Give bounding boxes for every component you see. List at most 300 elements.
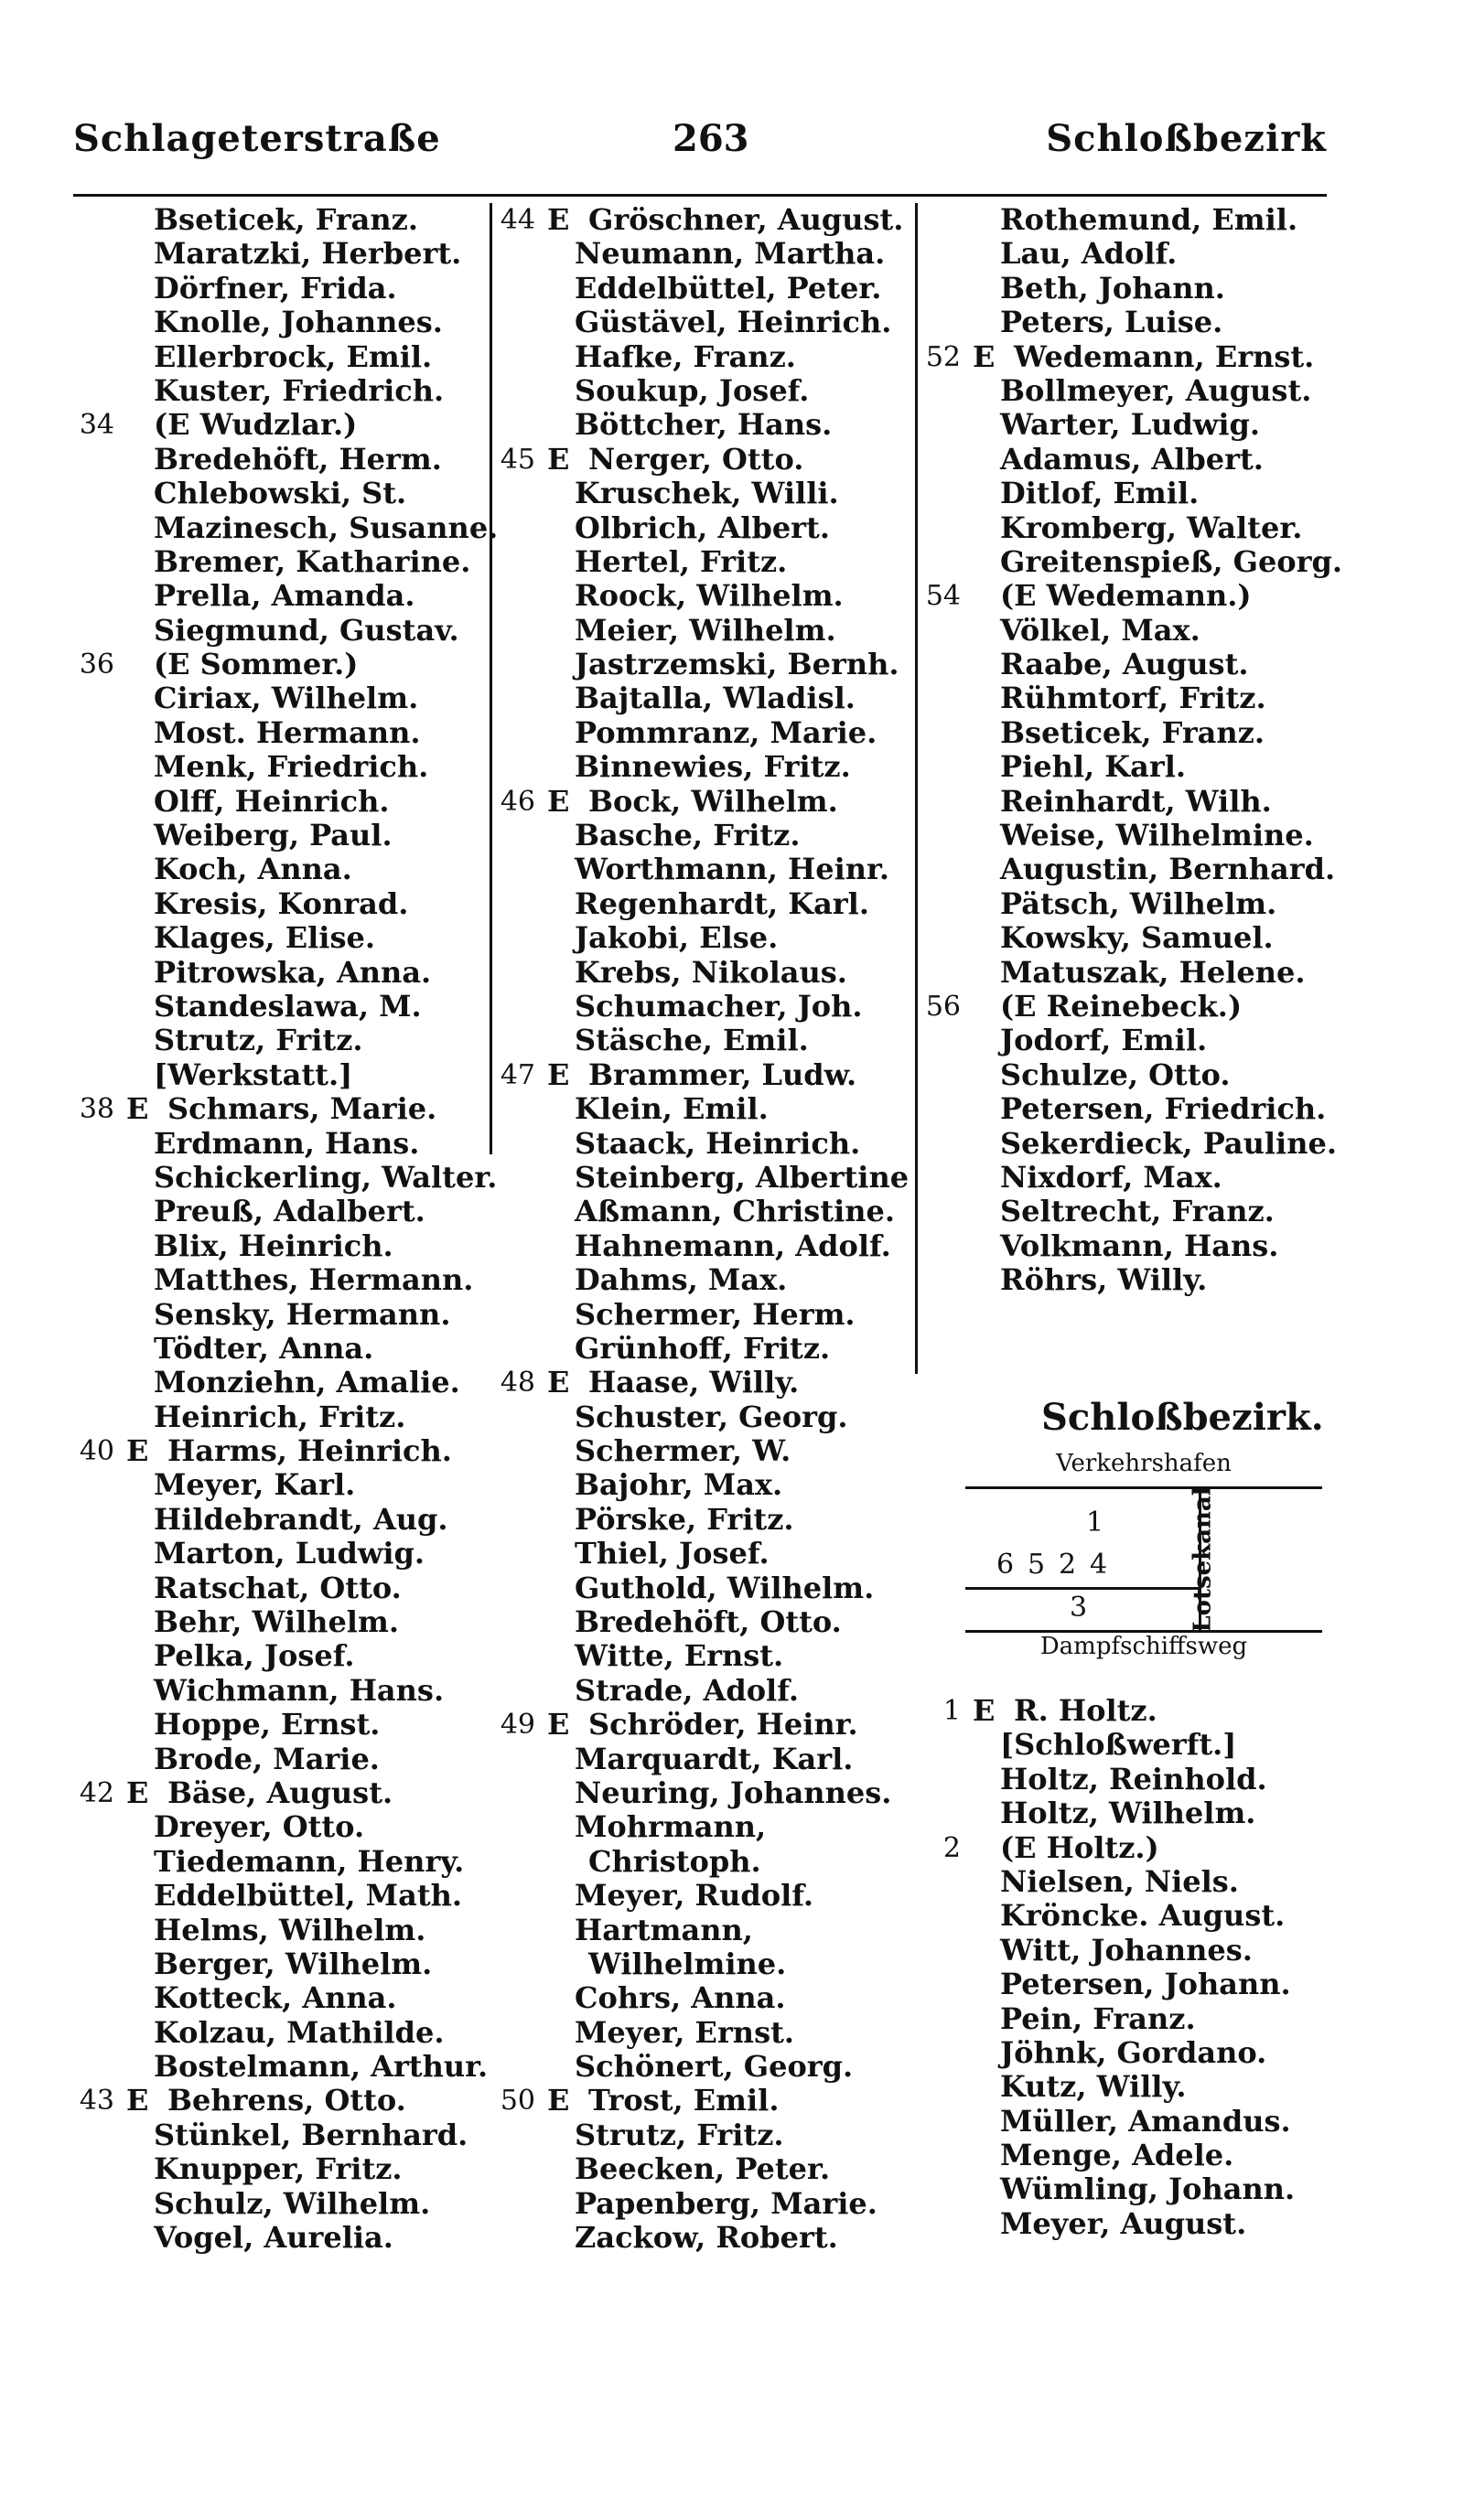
directory-entry bbox=[920, 921, 1340, 955]
directory-entry bbox=[73, 1639, 494, 1673]
owner-mark: E bbox=[973, 338, 996, 374]
directory-entry bbox=[73, 340, 494, 374]
resident-name: Stäsche, Emil. bbox=[575, 1023, 809, 1058]
resident-name: (E Wudzlar.) bbox=[154, 407, 358, 443]
resident-name: Schickerling, Walter. bbox=[154, 1159, 498, 1195]
house-number: 52 bbox=[925, 340, 961, 373]
directory-entry bbox=[494, 1537, 952, 1571]
resident-name: Brammer, Ludw. bbox=[588, 1056, 857, 1092]
resident-name: Bredehöft, Herm. bbox=[154, 441, 442, 477]
directory-entry bbox=[920, 1763, 1340, 1796]
resident-name: Schönert, Georg. bbox=[575, 2049, 854, 2085]
directory-entry bbox=[920, 203, 1340, 237]
resident-name: Bajohr, Max. bbox=[575, 1467, 783, 1503]
directory-entry bbox=[494, 1914, 952, 1947]
directory-entry bbox=[494, 2187, 952, 2221]
directory-entry bbox=[920, 543, 1343, 579]
directory-entry bbox=[494, 648, 952, 681]
directory-entry bbox=[494, 1947, 952, 1981]
directory-entry bbox=[73, 1981, 494, 2015]
directory-entry bbox=[920, 1127, 1340, 1161]
resident-name: Hahnemann, Adolf. bbox=[575, 1228, 891, 1263]
directory-entry bbox=[494, 1332, 952, 1366]
resident-name: Augustin, Bernhard. bbox=[1000, 852, 1336, 887]
directory-entry bbox=[920, 2070, 1340, 2104]
resident-name: Menk, Friedrich. bbox=[154, 749, 429, 785]
resident-name: Reinhardt, Wilh. bbox=[1000, 783, 1272, 819]
directory-entry bbox=[920, 956, 1340, 990]
resident-name: Bäse, August. bbox=[167, 1775, 393, 1810]
resident-name: Böttcher, Hans. bbox=[575, 407, 833, 443]
resident-name: Prella, Amanda. bbox=[154, 578, 415, 614]
directory-entry bbox=[73, 750, 494, 784]
resident-name: Rühmtorf, Fritz. bbox=[1000, 681, 1266, 716]
owner-mark: E bbox=[547, 1365, 570, 1400]
directory-entry bbox=[494, 511, 952, 545]
resident-name: Schulz, Wilhelm. bbox=[154, 2185, 431, 2221]
resident-name: Petersen, Friedrich. bbox=[1000, 1091, 1327, 1127]
directory-entry bbox=[73, 1332, 494, 1366]
resident-name: Dreyer, Otto. bbox=[154, 1809, 365, 1845]
directory-entry bbox=[73, 1914, 494, 1947]
directory-entry bbox=[494, 579, 952, 613]
directory-entry bbox=[73, 1127, 494, 1161]
directory-entry bbox=[73, 1092, 494, 1126]
house-number: 49 bbox=[500, 1709, 535, 1742]
resident-name: Seltrecht, Franz. bbox=[1000, 1194, 1275, 1229]
directory-entry bbox=[494, 1092, 952, 1126]
map-lot: 1 bbox=[1086, 1507, 1104, 1539]
directory-entry bbox=[920, 340, 1340, 374]
directory-entry bbox=[920, 1263, 1340, 1297]
resident-name: Adamus, Albert. bbox=[1000, 441, 1264, 477]
directory-entry bbox=[73, 2221, 494, 2255]
resident-name: Wümling, Johann. bbox=[1000, 2171, 1296, 2207]
directory-entry bbox=[920, 374, 1340, 408]
resident-name: Schulze, Otto. bbox=[1000, 1056, 1231, 1092]
directory-entry bbox=[73, 443, 494, 477]
resident-name: Röhrs, Willy. bbox=[1000, 1262, 1208, 1298]
column-3-section-2 bbox=[920, 1694, 1340, 2241]
resident-name: Bredehöft, Otto. bbox=[575, 1604, 842, 1640]
resident-name: Regenhardt, Karl. bbox=[575, 885, 869, 921]
directory-entry bbox=[920, 579, 1340, 613]
resident-name: (E Wedemann.) bbox=[1000, 578, 1252, 614]
resident-name: Dörfner, Frida. bbox=[154, 270, 397, 306]
directory-entry bbox=[494, 1161, 952, 1195]
owner-mark: E bbox=[126, 1433, 149, 1469]
resident-name: Mohrmann, bbox=[575, 1809, 767, 1845]
resident-name: Aßmann, Christine. bbox=[575, 1194, 896, 1229]
resident-name: (E Holtz.) bbox=[1000, 1829, 1159, 1865]
resident-name: Jastrzemski, Bernh. bbox=[575, 647, 899, 682]
owner-mark: E bbox=[973, 1693, 996, 1728]
house-number: 1 bbox=[942, 1695, 961, 1727]
directory-entry bbox=[494, 2118, 952, 2152]
directory-entry bbox=[73, 509, 499, 545]
house-number: 56 bbox=[925, 990, 961, 1023]
directory-entry bbox=[920, 1934, 1340, 1968]
directory-entry bbox=[494, 1263, 952, 1297]
resident-name: Roock, Wilhelm. bbox=[575, 578, 844, 614]
resident-name: Pommranz, Marie. bbox=[575, 714, 877, 750]
resident-name: Behrens, Otto. bbox=[167, 2083, 406, 2118]
resident-name: Hildebrandt, Aug. bbox=[154, 1501, 448, 1537]
directory-entry bbox=[920, 1024, 1340, 1057]
house-number: 2 bbox=[942, 1831, 961, 1864]
resident-name: Koch, Anna. bbox=[154, 852, 352, 887]
resident-name: Pelka, Josef. bbox=[154, 1638, 355, 1674]
directory-entry bbox=[494, 477, 952, 510]
resident-name: Menge, Adele. bbox=[1000, 2138, 1234, 2173]
resident-name: Bremer, Katharine. bbox=[154, 543, 471, 579]
resident-name: Pitrowska, Anna. bbox=[154, 954, 432, 990]
section-title: Schloßbezirk. bbox=[1041, 1396, 1324, 1439]
directory-entry bbox=[73, 1879, 494, 1913]
resident-name: Trost, Emil. bbox=[588, 2083, 780, 2118]
resident-name: Witte, Ernst. bbox=[575, 1638, 784, 1674]
directory-entry bbox=[920, 853, 1340, 886]
resident-name: Rothemund, Emil. bbox=[1000, 202, 1298, 237]
directory-entry bbox=[73, 1947, 494, 1981]
resident-name: Witt, Johannes. bbox=[1000, 1932, 1253, 1968]
resident-name: Holtz, Reinhold. bbox=[1000, 1761, 1267, 1796]
directory-entry bbox=[73, 1845, 494, 1879]
owner-mark: E bbox=[547, 202, 570, 237]
resident-name: Güstävel, Heinrich. bbox=[575, 305, 892, 340]
resident-name: Christoph. bbox=[588, 1843, 761, 1879]
directory-entry bbox=[920, 990, 1340, 1024]
map-canal bbox=[1167, 1486, 1217, 1633]
resident-name: Knupper, Fritz. bbox=[154, 2151, 403, 2187]
directory-entry bbox=[73, 545, 494, 579]
house-number: 47 bbox=[500, 1058, 535, 1091]
resident-name: Harms, Heinrich. bbox=[167, 1433, 452, 1469]
directory-entry bbox=[494, 2084, 952, 2118]
directory-entry bbox=[494, 1776, 952, 1810]
resident-name: Wedemann, Ernst. bbox=[1014, 338, 1315, 374]
resident-name: Zackow, Robert. bbox=[575, 2220, 838, 2256]
directory-entry bbox=[73, 2118, 494, 2152]
resident-name: Kröncke. August. bbox=[1000, 1898, 1286, 1934]
directory-entry bbox=[494, 1503, 952, 1537]
directory-entry bbox=[920, 306, 1340, 339]
resident-name: Berger, Wilhelm. bbox=[154, 1946, 433, 1981]
directory-entry bbox=[73, 1195, 494, 1228]
directory-entry bbox=[73, 237, 494, 271]
resident-name: Beecken, Peter. bbox=[575, 2151, 831, 2187]
resident-name: Piehl, Karl. bbox=[1000, 749, 1186, 785]
resident-name: Völkel, Max. bbox=[1000, 612, 1200, 648]
map-line bbox=[965, 1486, 1322, 1489]
map-lot: 2 bbox=[1059, 1549, 1077, 1581]
resident-name: Krebs, Nikolaus. bbox=[575, 954, 847, 990]
directory-entry bbox=[73, 1400, 494, 1434]
resident-name: Müller, Amandus. bbox=[1000, 2103, 1291, 2139]
directory-entry bbox=[494, 1981, 952, 2015]
directory-entry bbox=[920, 2139, 1340, 2172]
resident-name: Pätsch, Wilhelm. bbox=[1000, 885, 1277, 921]
directory-entry bbox=[73, 1810, 494, 1844]
directory-entry bbox=[73, 1058, 494, 1092]
directory-entry bbox=[920, 648, 1340, 681]
directory-entry bbox=[920, 785, 1340, 819]
resident-name: Guthold, Wilhelm. bbox=[575, 1570, 875, 1605]
resident-name: Weise, Wilhelmine. bbox=[1000, 818, 1314, 853]
running-head-right: Schloßbezirk bbox=[1046, 117, 1327, 160]
resident-name: Warter, Ludwig. bbox=[1000, 407, 1261, 443]
directory-entry bbox=[73, 408, 494, 442]
resident-name: Gröschner, August. bbox=[588, 202, 904, 237]
directory-entry bbox=[73, 2084, 494, 2118]
resident-name: Neumann, Martha. bbox=[575, 236, 886, 272]
resident-name: Eddelbüttel, Peter. bbox=[575, 270, 882, 306]
directory-entry bbox=[73, 1366, 494, 1399]
directory-entry bbox=[494, 1674, 952, 1708]
directory-entry bbox=[73, 1298, 494, 1332]
resident-name: Binnewies, Fritz. bbox=[575, 749, 851, 785]
directory-entry bbox=[73, 203, 494, 237]
resident-name: Chlebowski, St. bbox=[154, 476, 407, 511]
resident-name: Kolzau, Mathilde. bbox=[154, 2014, 445, 2050]
resident-name: Heinrich, Fritz. bbox=[154, 1399, 406, 1434]
resident-name: Cohrs, Anna. bbox=[575, 1980, 786, 2016]
resident-name: Vogel, Aurelia. bbox=[154, 2220, 393, 2256]
directory-entry bbox=[494, 340, 952, 374]
house-number: 54 bbox=[925, 580, 961, 613]
directory-entry bbox=[920, 237, 1340, 271]
directory-entry bbox=[73, 1434, 494, 1468]
owner-mark: E bbox=[126, 1091, 149, 1127]
directory-entry bbox=[494, 2152, 952, 2186]
header-rule bbox=[73, 194, 1327, 197]
resident-name: Nerger, Otto. bbox=[588, 441, 804, 477]
resident-name: Nixdorf, Max. bbox=[1000, 1159, 1222, 1195]
resident-name: Meyer, Ernst. bbox=[575, 2014, 794, 2050]
house-number: 42 bbox=[79, 1776, 114, 1809]
resident-name: Mazinesch, Susanne. bbox=[154, 509, 499, 545]
directory-entry bbox=[73, 1229, 494, 1263]
directory-entry bbox=[73, 1263, 494, 1297]
directory-entry bbox=[494, 956, 952, 990]
directory-entry bbox=[494, 750, 952, 784]
directory-entry bbox=[494, 306, 952, 339]
directory-entry bbox=[494, 1468, 952, 1502]
directory-entry bbox=[494, 1845, 952, 1879]
directory-entry bbox=[73, 716, 494, 750]
directory-entry bbox=[494, 374, 952, 408]
directory-entry bbox=[920, 750, 1340, 784]
resident-name: Klages, Elise. bbox=[154, 920, 375, 956]
directory-entry bbox=[920, 2002, 1340, 2036]
directory-entry bbox=[494, 1605, 952, 1639]
column-1 bbox=[73, 202, 499, 2256]
resident-name: Ciriax, Wilhelm. bbox=[154, 681, 419, 716]
resident-name: Klein, Emil. bbox=[575, 1091, 769, 1127]
resident-name: Stünkel, Bernhard. bbox=[154, 2117, 468, 2152]
house-number: 48 bbox=[500, 1367, 535, 1399]
directory-entry bbox=[73, 819, 494, 853]
resident-name: Ditlof, Emil. bbox=[1000, 476, 1200, 511]
map-label-bottom: Dampfschiffsweg bbox=[1039, 1633, 1248, 1660]
directory-entry bbox=[920, 1694, 1340, 1728]
house-number: 40 bbox=[79, 1435, 114, 1468]
resident-name: Schumacher, Joh. bbox=[575, 988, 863, 1024]
directory-entry bbox=[73, 785, 494, 819]
directory-entry bbox=[920, 1968, 1340, 2001]
resident-name: Peters, Luise. bbox=[1000, 305, 1223, 340]
resident-name: Ratschat, Otto. bbox=[154, 1570, 402, 1605]
directory-entry bbox=[920, 477, 1340, 510]
directory-entry bbox=[494, 921, 952, 955]
owner-mark: E bbox=[547, 783, 570, 819]
house-number: 34 bbox=[79, 409, 114, 442]
resident-name: Hartmann, bbox=[575, 1912, 753, 1947]
resident-name: Holtz, Wilhelm. bbox=[1000, 1796, 1256, 1831]
running-head-left: Schlageterstraße bbox=[73, 117, 441, 160]
directory-entry bbox=[494, 237, 952, 271]
directory-entry bbox=[494, 1298, 952, 1332]
resident-name: Hoppe, Ernst. bbox=[154, 1707, 381, 1743]
resident-name: Strutz, Fritz. bbox=[575, 2117, 784, 2152]
resident-name: Hafke, Franz. bbox=[575, 338, 796, 374]
directory-entry bbox=[494, 1058, 952, 1092]
owner-mark: E bbox=[547, 441, 570, 477]
resident-name: Bock, Wilhelm. bbox=[588, 783, 838, 819]
map-canal-label: Lotsekanal bbox=[1189, 1486, 1217, 1633]
resident-name: Maratzki, Herbert. bbox=[154, 236, 462, 272]
resident-name: Beth, Johann. bbox=[1000, 270, 1225, 306]
resident-name: Eddelbüttel, Math. bbox=[154, 1878, 462, 1914]
house-number: 46 bbox=[500, 785, 535, 818]
resident-name: Dahms, Max. bbox=[575, 1262, 788, 1298]
owner-mark: E bbox=[547, 1056, 570, 1092]
directory-entry bbox=[73, 614, 494, 648]
directory-entry bbox=[494, 1708, 952, 1742]
directory-entry bbox=[494, 203, 952, 237]
directory-entry bbox=[494, 1127, 952, 1161]
directory-entry bbox=[920, 1229, 1340, 1263]
directory-entry bbox=[494, 443, 952, 477]
resident-name: Lau, Adolf. bbox=[1000, 236, 1178, 272]
resident-name: Ellerbrock, Emil. bbox=[154, 338, 433, 374]
directory-entry bbox=[494, 819, 952, 853]
resident-name: Behr, Wilhelm. bbox=[154, 1604, 399, 1640]
resident-name: Kowsky, Samuel. bbox=[1000, 920, 1274, 956]
directory-entry bbox=[920, 408, 1340, 442]
directory-entry bbox=[73, 887, 494, 921]
directory-entry bbox=[73, 477, 494, 510]
directory-entry bbox=[73, 272, 494, 306]
resident-name: Nielsen, Niels. bbox=[1000, 1863, 1239, 1899]
directory-entry bbox=[494, 2050, 952, 2084]
directory-entry bbox=[73, 306, 494, 339]
resident-name: Strutz, Fritz. bbox=[154, 1023, 363, 1058]
directory-entry bbox=[73, 1468, 494, 1502]
house-number: 44 bbox=[500, 204, 535, 236]
directory-entry bbox=[73, 579, 494, 613]
resident-name: Blix, Heinrich. bbox=[154, 1228, 393, 1263]
directory-entry bbox=[73, 1159, 498, 1195]
resident-name: Bseticek, Franz. bbox=[154, 202, 418, 237]
directory-entry bbox=[494, 1879, 952, 1913]
resident-name: Schröder, Heinr. bbox=[588, 1707, 858, 1743]
directory-entry bbox=[494, 272, 952, 306]
resident-name: Hertel, Fritz. bbox=[575, 543, 788, 579]
column-3 bbox=[920, 202, 1343, 1298]
resident-name: Basche, Fritz. bbox=[575, 818, 801, 853]
directory-entry bbox=[494, 1743, 952, 1776]
directory-entry bbox=[73, 1024, 494, 1057]
owner-mark: E bbox=[547, 1707, 570, 1743]
directory-entry bbox=[920, 1899, 1340, 1933]
resident-name: Tödter, Anna. bbox=[154, 1330, 374, 1366]
resident-name: Bostelmann, Arthur. bbox=[154, 2049, 489, 2085]
directory-entry bbox=[494, 887, 952, 921]
directory-entry bbox=[920, 1161, 1340, 1195]
directory-entry bbox=[494, 1366, 952, 1399]
directory-entry bbox=[920, 2036, 1340, 2070]
map-lot: 4 bbox=[1090, 1549, 1108, 1581]
directory-entry bbox=[73, 2016, 494, 2050]
location-map bbox=[965, 1450, 1322, 1660]
map-lot: 3 bbox=[1070, 1592, 1088, 1624]
resident-name: Papenberg, Marie. bbox=[575, 2185, 877, 2221]
directory-entry bbox=[73, 921, 494, 955]
directory-entry bbox=[73, 1674, 494, 1708]
directory-entry bbox=[494, 990, 952, 1024]
resident-name: Brode, Marie. bbox=[154, 1741, 380, 1776]
house-number: 38 bbox=[79, 1093, 114, 1126]
resident-name: Kromberg, Walter. bbox=[1000, 509, 1303, 545]
resident-name: R. Holtz. bbox=[1014, 1693, 1157, 1728]
resident-name: Wichmann, Hans. bbox=[154, 1672, 445, 1708]
resident-name: Matuszak, Helene. bbox=[1000, 954, 1306, 990]
resident-name: (E Reinebeck.) bbox=[1000, 988, 1243, 1024]
resident-name: Standeslawa, M. bbox=[154, 988, 422, 1024]
resident-name: Schermer, W. bbox=[575, 1433, 791, 1469]
resident-name: Staack, Heinrich. bbox=[575, 1125, 861, 1161]
resident-name: Meyer, Karl. bbox=[154, 1467, 356, 1503]
resident-name: Sensky, Hermann. bbox=[154, 1296, 451, 1332]
resident-name: Jodorf, Emil. bbox=[1000, 1023, 1208, 1058]
resident-name: Kruschek, Willi. bbox=[575, 476, 839, 511]
directory-entry bbox=[494, 2016, 952, 2050]
directory-entry bbox=[920, 2172, 1340, 2206]
resident-name: Meyer, August. bbox=[1000, 2205, 1247, 2241]
house-number: 50 bbox=[500, 2085, 535, 2118]
directory-entry bbox=[73, 1503, 494, 1537]
directory-entry bbox=[920, 1865, 1340, 1899]
map-lot: 5 bbox=[1028, 1549, 1046, 1581]
resident-name: Pörske, Fritz. bbox=[575, 1501, 794, 1537]
directory-entry bbox=[494, 1024, 952, 1057]
directory-entry bbox=[920, 1728, 1340, 1762]
directory-entry bbox=[494, 1195, 952, 1228]
house-number: 43 bbox=[79, 2085, 114, 2118]
resident-name: Meier, Wilhelm. bbox=[575, 612, 836, 648]
resident-name: Olbrich, Albert. bbox=[575, 509, 830, 545]
resident-name: Raabe, August. bbox=[1000, 647, 1249, 682]
resident-name: Schmars, Marie. bbox=[167, 1091, 437, 1127]
directory-entry bbox=[494, 1639, 952, 1673]
house-number: 36 bbox=[79, 649, 114, 681]
resident-name: Kutz, Willy. bbox=[1000, 2069, 1187, 2105]
resident-name: Pein, Franz. bbox=[1000, 2000, 1196, 2036]
directory-entry bbox=[920, 1058, 1340, 1092]
owner-mark: E bbox=[547, 2083, 570, 2118]
directory-entry bbox=[920, 2207, 1340, 2241]
